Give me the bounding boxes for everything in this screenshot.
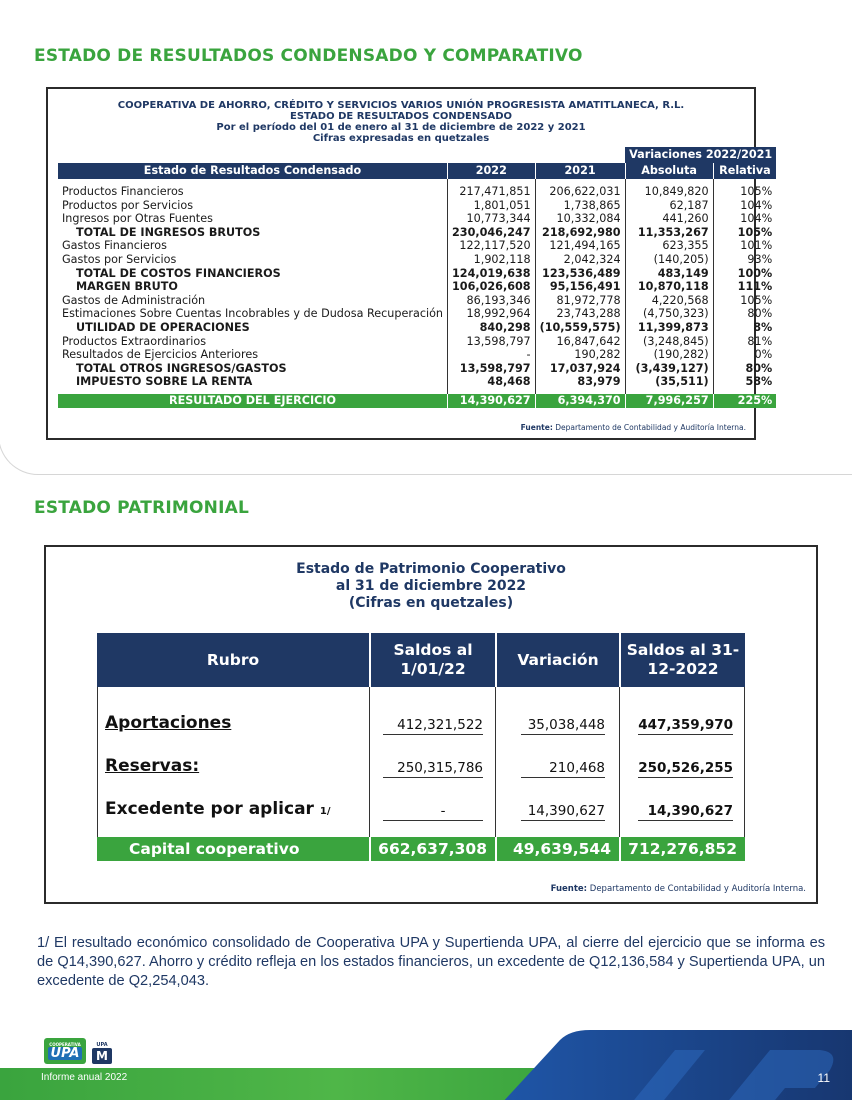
value-2022: 1,801,051 bbox=[448, 199, 536, 213]
total-value-2021: 6,394,370 bbox=[535, 394, 625, 408]
income-source-label: Fuente: bbox=[520, 423, 553, 432]
period: Por el período del 01 de enero al 31 de diciembre de 2022 y 2021 bbox=[216, 122, 586, 133]
income-row bbox=[58, 226, 776, 240]
row-label: Aportaciones bbox=[105, 713, 232, 733]
row-concept: TOTAL DE INGRESOS BRUTOS bbox=[76, 225, 261, 239]
patrimonio-currency: (Cifras en quetzales) bbox=[348, 595, 514, 611]
patrimonio-body bbox=[97, 687, 745, 837]
income-row bbox=[58, 239, 776, 253]
col-header-rubro: Rubro bbox=[206, 650, 260, 669]
value-2022: 13,598,797 bbox=[448, 335, 536, 349]
variation-relative: 81% bbox=[713, 335, 776, 349]
section-title-patrimonial: ESTADO PATRIMONIAL bbox=[34, 498, 250, 518]
patrimonio-row-reservas bbox=[98, 752, 746, 782]
logo2-small-text: UPA bbox=[96, 1042, 108, 1048]
value-2021: 10,332,084 bbox=[535, 212, 625, 226]
col-header-variation: Variación bbox=[495, 633, 619, 687]
income-row bbox=[58, 362, 776, 376]
value-2021: 206,622,031 bbox=[535, 185, 625, 199]
total-opening: 662,637,308 bbox=[369, 837, 495, 861]
row-concept: Gastos Financieros bbox=[62, 239, 167, 253]
patrimonio-title: Estado de Patrimonio Cooperativo bbox=[296, 561, 566, 577]
row-label-text: Excedente por aplicar bbox=[105, 799, 314, 819]
value-2021: 23,743,288 bbox=[535, 307, 625, 321]
income-row bbox=[58, 294, 776, 308]
row-concept: TOTAL OTROS INGRESOS/GASTOS bbox=[76, 361, 287, 375]
income-header-row bbox=[58, 163, 776, 179]
closing-value: 250,526,255 bbox=[638, 760, 733, 776]
income-total-row bbox=[58, 394, 776, 408]
value-2022: 1,902,118 bbox=[448, 253, 536, 267]
value-2021: 2,042,324 bbox=[535, 253, 625, 267]
income-row bbox=[58, 212, 776, 226]
variation-absolute: 10,870,118 bbox=[625, 280, 713, 294]
variation-relative: 0% bbox=[713, 348, 776, 362]
value-2021: 95,156,491 bbox=[535, 280, 625, 294]
value-2022: 230,046,247 bbox=[448, 226, 536, 240]
col-header-absolute: Absoluta bbox=[625, 163, 713, 179]
income-row bbox=[58, 267, 776, 281]
row-concept: Gastos por Servicios bbox=[62, 252, 177, 266]
value-2021: (10,559,575) bbox=[535, 321, 625, 335]
variation-relative: 105% bbox=[713, 185, 776, 199]
variation-relative: 93% bbox=[713, 253, 776, 267]
income-row bbox=[58, 280, 776, 294]
variations-header-row bbox=[58, 147, 776, 163]
logo2-main-text: M bbox=[92, 1048, 112, 1064]
value-2022: - bbox=[448, 348, 536, 362]
row-concept: Productos por Servicios bbox=[62, 198, 194, 212]
total-row-concept: RESULTADO DEL EJERCICIO bbox=[58, 394, 448, 408]
total-value-2022: 14,390,627 bbox=[448, 394, 536, 408]
row-concept: UTILIDAD DE OPERACIONES bbox=[76, 320, 250, 334]
variation-absolute: 483,149 bbox=[625, 267, 713, 281]
cooperativa-upa-logo bbox=[44, 1038, 86, 1064]
patrimonio-source-text: Departamento de Contabilidad y Auditoría Interna. bbox=[589, 884, 806, 894]
variation-absolute: 11,399,873 bbox=[625, 321, 713, 335]
value-2022: 48,468 bbox=[448, 375, 536, 389]
total-label: Capital cooperativo bbox=[129, 840, 300, 858]
variation-value: 210,468 bbox=[521, 760, 605, 778]
value-2021: 218,692,980 bbox=[535, 226, 625, 240]
value-2022: 86,193,346 bbox=[448, 294, 536, 308]
variation-absolute: (3,439,127) bbox=[625, 362, 713, 376]
variation-absolute: 441,260 bbox=[625, 212, 713, 226]
currency-note: Cifras expresadas en quetzales bbox=[312, 133, 490, 144]
variation-absolute: (190,282) bbox=[625, 348, 713, 362]
value-2022: 10,773,344 bbox=[448, 212, 536, 226]
variation-relative: 105% bbox=[713, 294, 776, 308]
patrimonio-box bbox=[44, 545, 818, 904]
patrimonio-header-row bbox=[97, 633, 745, 687]
variation-relative: 101% bbox=[713, 239, 776, 253]
value-2022: 124,019,638 bbox=[448, 267, 536, 281]
value-2021: 16,847,642 bbox=[535, 335, 625, 349]
income-row bbox=[58, 375, 776, 389]
patrimonio-header bbox=[46, 561, 816, 612]
variation-relative: 8% bbox=[713, 321, 776, 335]
patrimonio-row-excedente bbox=[98, 795, 746, 825]
logo-small-text: COOPERATIVA bbox=[49, 1042, 81, 1047]
upa-logos bbox=[44, 1038, 112, 1064]
variation-absolute: (35,511) bbox=[625, 375, 713, 389]
value-2021: 81,972,778 bbox=[535, 294, 625, 308]
col-header-concept: Estado de Resultados Condensado bbox=[58, 163, 448, 179]
income-header bbox=[48, 100, 754, 144]
patrimonio-source-label: Fuente: bbox=[550, 884, 588, 894]
total-variation: 49,639,544 bbox=[495, 837, 619, 861]
variation-absolute: 623,355 bbox=[625, 239, 713, 253]
row-concept: MARGEN BRUTO bbox=[76, 280, 178, 294]
variation-absolute: (140,205) bbox=[625, 253, 713, 267]
variation-relative: 104% bbox=[713, 199, 776, 213]
report-name: Informe anual 2022 bbox=[41, 1072, 128, 1083]
variation-absolute: 10,849,820 bbox=[625, 185, 713, 199]
income-row bbox=[58, 335, 776, 349]
variation-relative: 104% bbox=[713, 212, 776, 226]
value-2022: 13,598,797 bbox=[448, 362, 536, 376]
variation-relative: 80% bbox=[713, 362, 776, 376]
variation-absolute: 11,353,267 bbox=[625, 226, 713, 240]
income-source bbox=[521, 423, 746, 432]
row-concept: Resultados de Ejercicios Anteriores bbox=[62, 348, 259, 362]
row-concept: Ingresos por Otras Fuentes bbox=[62, 212, 213, 226]
section-title-income: ESTADO DE RESULTADOS CONDENSADO Y COMPARATIVO bbox=[34, 46, 583, 66]
row-concept: Productos Extraordinarios bbox=[62, 334, 207, 348]
value-2022: 106,026,608 bbox=[448, 280, 536, 294]
variations-header: Variaciones 2022/2021 bbox=[625, 147, 776, 163]
patrimonio-source bbox=[551, 884, 806, 894]
variation-value: 14,390,627 bbox=[521, 803, 605, 821]
total-variation-absolute: 7,996,257 bbox=[625, 394, 713, 408]
variation-absolute: (4,750,323) bbox=[625, 307, 713, 321]
total-variation-relative: 225% bbox=[713, 394, 776, 408]
value-2021: 83,979 bbox=[535, 375, 625, 389]
opening-value: 250,315,786 bbox=[383, 760, 483, 778]
patrimonio-date: al 31 de diciembre 2022 bbox=[335, 578, 527, 594]
row-label bbox=[105, 799, 331, 819]
closing-value: 14,390,627 bbox=[638, 803, 733, 821]
opening-value: 412,321,522 bbox=[383, 717, 483, 735]
income-row bbox=[58, 321, 776, 335]
variation-relative: 58% bbox=[713, 375, 776, 389]
variation-relative: 100% bbox=[713, 267, 776, 281]
page-number: 11 bbox=[817, 1071, 830, 1085]
total-closing: 712,276,852 bbox=[619, 837, 745, 861]
value-2021: 1,738,865 bbox=[535, 199, 625, 213]
income-row bbox=[58, 253, 776, 267]
value-2021: 190,282 bbox=[535, 348, 625, 362]
variation-relative: 105% bbox=[713, 226, 776, 240]
income-row bbox=[58, 199, 776, 213]
org-name: COOPERATIVA DE AHORRO, CRÉDITO Y SERVICIOS VARIOS UNIÓN PROGRESISTA AMATITLANECA, R.L. bbox=[117, 100, 685, 111]
col-header-2021: 2021 bbox=[535, 163, 625, 179]
value-2022: 18,992,964 bbox=[448, 307, 536, 321]
col-header-2022: 2022 bbox=[448, 163, 536, 179]
row-concept: IMPUESTO SOBRE LA RENTA bbox=[76, 375, 253, 389]
variation-value: 35,038,448 bbox=[521, 717, 605, 735]
variation-absolute: 4,220,568 bbox=[625, 294, 713, 308]
statement-name: ESTADO DE RESULTADOS CONDENSADO bbox=[289, 111, 512, 122]
income-row bbox=[58, 307, 776, 321]
patrimonio-total-row bbox=[97, 837, 745, 861]
income-statement-box bbox=[46, 87, 773, 440]
footer-blue-shape bbox=[500, 1030, 852, 1100]
variation-relative: 111% bbox=[713, 280, 776, 294]
income-row bbox=[58, 348, 776, 362]
value-2021: 123,536,489 bbox=[535, 267, 625, 281]
patrimonio-row-aportaciones bbox=[98, 709, 746, 739]
logo-main-text: UPA bbox=[48, 1047, 83, 1060]
value-2022: 217,471,851 bbox=[448, 185, 536, 199]
variation-absolute: (3,248,845) bbox=[625, 335, 713, 349]
row-concept: Productos Financieros bbox=[62, 185, 184, 198]
footnote: 1/ El resultado económico consolidado de Cooperativa UPA y Supertienda UPA, al cierre del ejercicio que se informa es de Q14,390,627. Ahorro y crédito refleja en los estados financieros, un excedente de Q12,136,584 y Supertienda UPA, un excedente de Q2,254,043. bbox=[37, 935, 825, 989]
row-label: Reservas: bbox=[105, 756, 200, 776]
value-2021: 17,037,924 bbox=[535, 362, 625, 376]
footnote-marker: 1/ bbox=[319, 806, 331, 817]
income-source-text: Departamento de Contabilidad y Auditoría Interna. bbox=[555, 423, 746, 432]
row-concept: Gastos de Administración bbox=[62, 293, 206, 307]
col-header-closing: Saldos al 31-12-2022 bbox=[619, 633, 745, 687]
value-2022: 122,117,520 bbox=[448, 239, 536, 253]
variation-absolute: 62,187 bbox=[625, 199, 713, 213]
income-table bbox=[58, 147, 776, 408]
variation-relative: 80% bbox=[713, 307, 776, 321]
income-row bbox=[58, 185, 776, 199]
col-header-relative: Relativa bbox=[713, 163, 776, 179]
value-2022: 840,298 bbox=[448, 321, 536, 335]
supertienda-logo bbox=[92, 1042, 112, 1064]
row-concept: Estimaciones Sobre Cuentas Incobrables y de Dudosa Recuperación bbox=[62, 307, 444, 321]
row-concept: TOTAL DE COSTOS FINANCIEROS bbox=[76, 266, 281, 280]
value-2021: 121,494,165 bbox=[535, 239, 625, 253]
closing-value: 447,359,970 bbox=[638, 717, 733, 733]
col-header-opening: Saldos al 1/01/22 bbox=[369, 633, 495, 687]
opening-value: - bbox=[383, 803, 483, 821]
